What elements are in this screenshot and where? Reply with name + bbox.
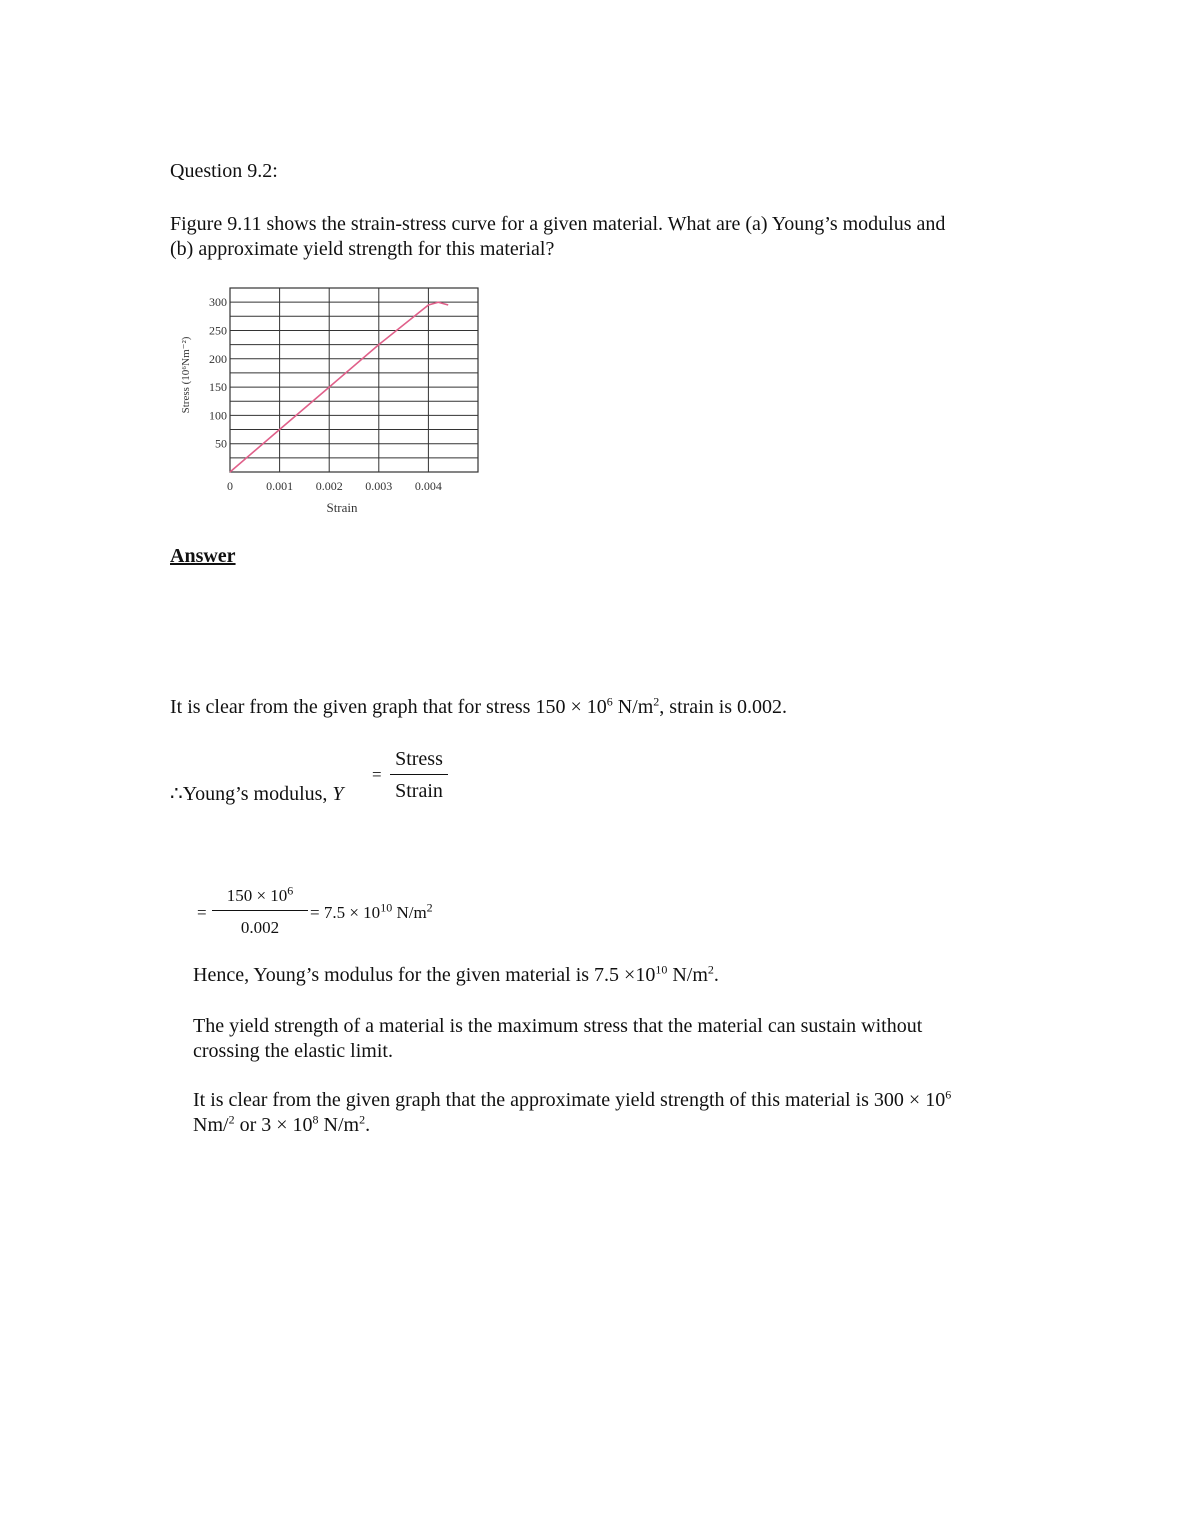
calculation-result: = $7.5 \times 10^{10}$ $N/m^2$ [310, 900, 433, 922]
y-tick-label: 150 [209, 380, 227, 395]
x-tick-label: 0.004 [414, 479, 442, 493]
given-text: It is clear from the given graph that for stress $150 \times 10^6$ $N/m^2$, strain is 0.002. [170, 694, 788, 718]
yield-definition: The yield strength of a material is the maximum stress that the material can sustain without crossing the elastic limit. [193, 1015, 923, 1062]
x-tick-label: 0.002 [315, 479, 343, 493]
y-tick-label: 250 [209, 323, 227, 338]
answer-heading: Answer [170, 545, 236, 567]
y-tick-label: 300 [209, 295, 227, 310]
x-tick-label: 0 [227, 479, 233, 493]
stress-over-strain-fraction [390, 747, 448, 804]
x-tick-label: 0.003 [365, 479, 393, 493]
y-tick-label: 100 [209, 408, 227, 423]
calc-numerator: $150 \times 10^6$ [212, 883, 308, 911]
y-tick-label: 50 [215, 436, 227, 451]
question-text: Figure 9.11 shows the strain-stress curve for a given material. What are (a) Young’s modulus and (b) approximate yield strength for this material? [170, 213, 946, 260]
question-title: Question 9.2: [170, 160, 278, 182]
fraction-denominator: Strain [395, 780, 443, 802]
calc-denominator: 0.002 [240, 918, 280, 937]
x-tick-label: 0.001 [266, 479, 294, 493]
modulus-label: ∴Young’s modulus, Y [170, 783, 344, 805]
x-axis-label: Strain [326, 500, 358, 515]
calculation-fraction [212, 883, 308, 940]
equals-sign-2: = [197, 903, 207, 922]
yield-strength-text: It is clear from the given graph that the approximate yield strength of this material is $300 \times 10^6$ Nm/$^2$ or $3 \times 10^8$ $N/m^2$. [193, 1087, 952, 1136]
equals-sign-1: = [372, 765, 382, 784]
hence-text: Hence, Young’s modulus for the given material is $7.5 \times 10^{10}$ $N/m^2$. [193, 962, 719, 986]
chart-grid [230, 288, 478, 472]
chart-ticks [209, 295, 442, 493]
y-tick-label: 200 [209, 351, 227, 366]
stress-strain-chart [170, 280, 490, 525]
y-axis-label: Stress (10⁶Nm⁻²) [180, 336, 192, 414]
fraction-numerator: Stress [390, 747, 448, 775]
plot-frame [230, 288, 478, 472]
